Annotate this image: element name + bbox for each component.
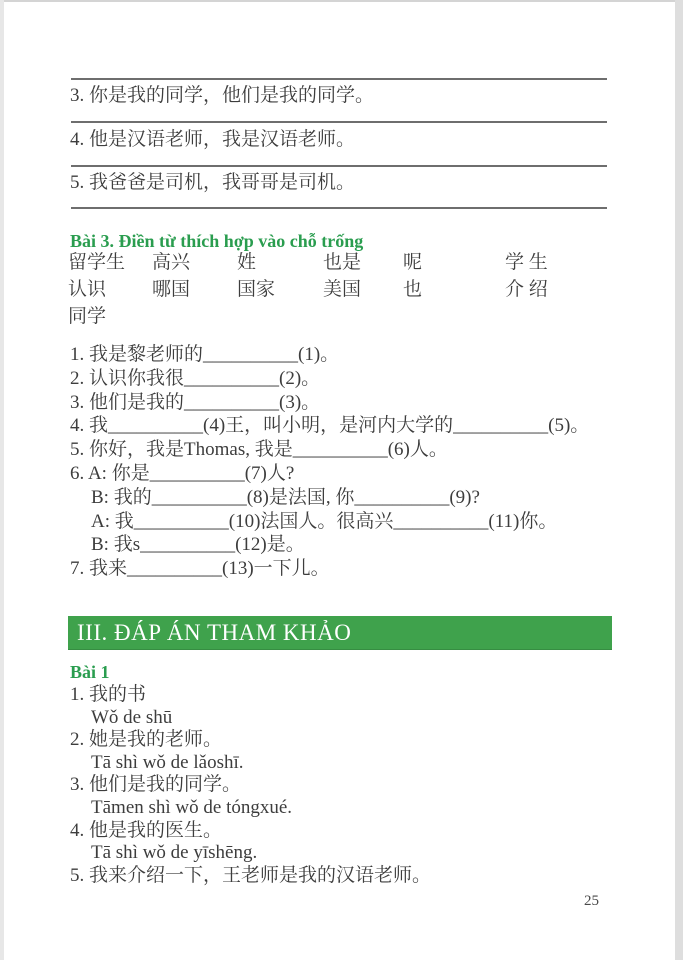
answer-line: [71, 207, 607, 209]
word-bank-row: [68, 279, 613, 301]
answer-line: [71, 165, 607, 167]
page-number: 25: [584, 893, 599, 909]
answer-line: [71, 78, 607, 80]
word-bank-item: 留学生: [68, 252, 126, 273]
answers-subheading: Bài 1: [70, 662, 110, 682]
answer-pinyin: Tā shì wǒ de lǎoshī.: [91, 751, 244, 773]
page-edge-left: [0, 0, 4, 960]
word-bank-item: 哪国: [152, 279, 191, 300]
word-bank-item: 高兴: [152, 252, 191, 273]
word-bank-item: 学 生: [505, 252, 548, 273]
fill-item: 4. 我__________(4)王，叫小明，是河内大学的__________(5)。: [70, 415, 590, 437]
fill-item-dialog-line: B: 我s__________(12)是。: [91, 534, 305, 556]
answer-pinyin: Wǒ de shū: [91, 706, 173, 728]
word-bank-item: 姓: [237, 252, 257, 273]
fill-in-list: [70, 343, 615, 581]
word-bank-item: 认识: [68, 279, 107, 300]
fill-item: 7. 我来__________(13)一下儿。: [70, 558, 330, 580]
word-bank-item: 美国: [323, 279, 362, 300]
fill-item: 5. 你好，我是Thomas, 我是__________(6)人。: [70, 439, 448, 461]
rewrite-sentence: 5. 我爸爸是司机，我哥哥是司机。: [70, 172, 356, 193]
exercise-heading: Bài 3. Điền từ thích hợp vào chỗ trống: [70, 231, 364, 251]
answer-pinyin: Tā shì wǒ de yīshēng.: [91, 842, 258, 864]
word-bank-item: 国家: [237, 279, 276, 300]
answer-pinyin: Tāmen shì wǒ de tóngxué.: [91, 796, 293, 818]
answer-chinese: 5. 我来介绍一下，王老师是我的汉语老师。: [70, 864, 432, 886]
fill-item: 3. 他们是我的__________(3)。: [70, 391, 321, 413]
answer-chinese: 1. 我的书: [70, 684, 147, 705]
fill-item-dialog-line: A: 我__________(10)法国人。很高兴__________(11)你。: [91, 510, 558, 532]
fill-item-dialog-line: B: 我的__________(8)是法国, 你__________(9)?: [91, 486, 480, 508]
word-bank-item: 介 绍: [505, 279, 548, 300]
page-edge-right: [675, 0, 683, 960]
word-bank-item: 呢: [403, 252, 423, 273]
answer-chinese: 2. 她是我的老师。: [70, 729, 223, 751]
page-edge-top: [0, 0, 683, 2]
answers-list: [70, 684, 615, 887]
word-bank-item: 也: [403, 279, 423, 300]
answer-chinese: 4. 他是我的医生。: [70, 819, 223, 841]
answer-line: [71, 121, 607, 123]
answers-section-banner: III. ĐÁP ÁN THAM KHẢO: [68, 616, 612, 650]
rewrite-sentence: 4. 他是汉语老师，我是汉语老师。: [70, 129, 356, 150]
fill-item: 6. A: 你是__________(7)人?: [70, 462, 295, 484]
answer-chinese: 3. 他们是我的同学。: [70, 774, 242, 796]
word-bank-row: [68, 306, 613, 328]
word-bank-item: 同学: [68, 306, 107, 327]
word-bank-row: [68, 252, 613, 274]
word-bank-item: 也是: [323, 252, 362, 273]
rewrite-sentence: 3. 你是我的同学，他们是我的同学。: [70, 85, 375, 106]
fill-item: 2. 认识你我很__________(2)。: [70, 367, 321, 389]
fill-item: 1. 我是黎老师的__________(1)。: [70, 344, 340, 365]
